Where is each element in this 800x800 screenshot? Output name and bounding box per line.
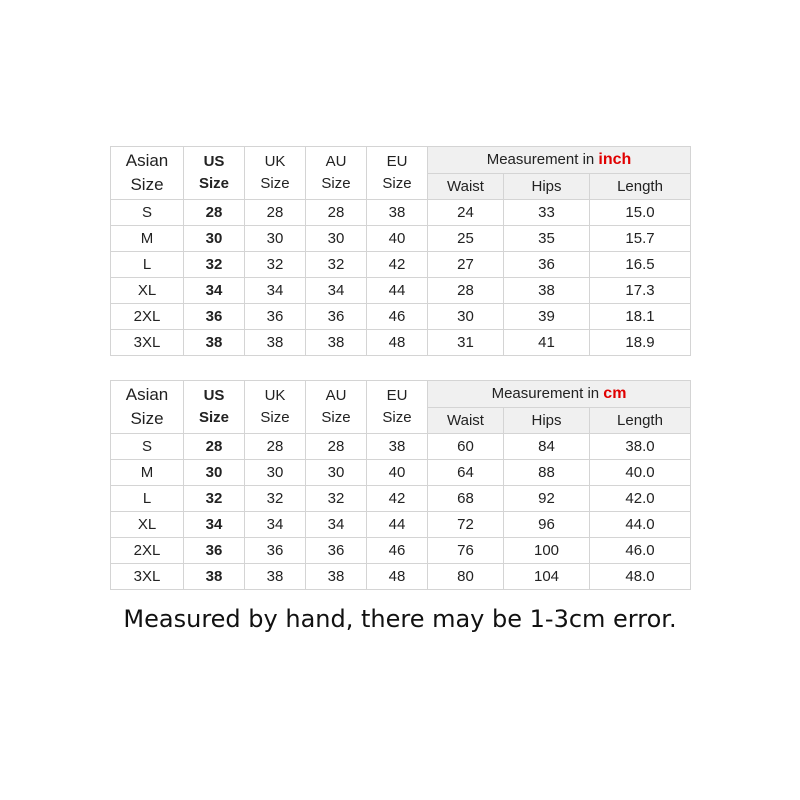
cell-eu-size: 44 — [367, 278, 428, 304]
cell-length: 15.0 — [590, 200, 691, 226]
cell-au-size: 36 — [306, 538, 367, 564]
cell-us-size: 34 — [184, 278, 245, 304]
cell-waist: 72 — [428, 512, 504, 538]
cell-us-size: 38 — [184, 330, 245, 356]
cell-waist: 80 — [428, 564, 504, 590]
cell-asian-size: M — [111, 226, 184, 252]
header-uk-size: UK Size — [245, 147, 306, 200]
cell-asian-size: XL — [111, 278, 184, 304]
cell-eu-size: 44 — [367, 512, 428, 538]
cell-asian-size: S — [111, 200, 184, 226]
cell-uk-size: 32 — [245, 486, 306, 512]
cell-length: 40.0 — [590, 460, 691, 486]
cell-uk-size: 28 — [245, 434, 306, 460]
cell-waist: 24 — [428, 200, 504, 226]
cell-au-size: 36 — [306, 304, 367, 330]
cell-au-size: 38 — [306, 330, 367, 356]
cell-uk-size: 34 — [245, 278, 306, 304]
cell-length: 16.5 — [590, 252, 691, 278]
cell-us-size: 38 — [184, 564, 245, 590]
cell-waist: 64 — [428, 460, 504, 486]
cell-hips: 88 — [504, 460, 590, 486]
cell-us-size: 32 — [184, 252, 245, 278]
table-row — [111, 252, 691, 278]
table-row — [111, 330, 691, 356]
table-row — [111, 486, 691, 512]
cell-uk-size: 32 — [245, 252, 306, 278]
table-row — [111, 226, 691, 252]
cell-hips: 39 — [504, 304, 590, 330]
cell-eu-size: 40 — [367, 460, 428, 486]
measurement-note: Measured by hand, there may be 1-3cm error. — [123, 605, 677, 633]
header-asian-size: Asian Size — [111, 147, 184, 200]
measurement-label: Measurement in — [486, 151, 599, 168]
cell-length: 48.0 — [590, 564, 691, 590]
cell-uk-size: 34 — [245, 512, 306, 538]
cell-uk-size: 36 — [245, 304, 306, 330]
cell-asian-size: XL — [111, 512, 184, 538]
cell-eu-size: 46 — [367, 538, 428, 564]
cell-length: 15.7 — [590, 226, 691, 252]
cell-uk-size: 38 — [245, 330, 306, 356]
cell-us-size: 36 — [184, 304, 245, 330]
cell-hips: 84 — [504, 434, 590, 460]
cell-au-size: 30 — [306, 226, 367, 252]
cell-hips: 104 — [504, 564, 590, 590]
cell-eu-size: 48 — [367, 564, 428, 590]
cell-asian-size: 3XL — [111, 330, 184, 356]
header-au-size: AU Size — [306, 381, 367, 434]
header-length: Length — [590, 408, 691, 434]
cell-us-size: 28 — [184, 200, 245, 226]
table-body-inch — [111, 200, 691, 356]
header-uk-size: UK Size — [245, 381, 306, 434]
cell-uk-size: 30 — [245, 226, 306, 252]
cell-hips: 35 — [504, 226, 590, 252]
header-hips: Hips — [504, 408, 590, 434]
cell-asian-size: S — [111, 434, 184, 460]
cell-asian-size: M — [111, 460, 184, 486]
cell-asian-size: 2XL — [111, 538, 184, 564]
cell-waist: 31 — [428, 330, 504, 356]
header-asian-size: Asian Size — [111, 381, 184, 434]
cell-hips: 33 — [504, 200, 590, 226]
cell-length: 44.0 — [590, 512, 691, 538]
cell-eu-size: 40 — [367, 226, 428, 252]
header-hips: Hips — [504, 174, 590, 200]
cell-waist: 25 — [428, 226, 504, 252]
table-row — [111, 278, 691, 304]
cell-waist: 76 — [428, 538, 504, 564]
cell-au-size: 32 — [306, 252, 367, 278]
cell-waist: 60 — [428, 434, 504, 460]
cell-length: 38.0 — [590, 434, 691, 460]
cell-au-size: 34 — [306, 278, 367, 304]
cell-asian-size: 2XL — [111, 304, 184, 330]
cell-eu-size: 42 — [367, 252, 428, 278]
cell-uk-size: 30 — [245, 460, 306, 486]
header-au-size: AU Size — [306, 147, 367, 200]
table-body-cm — [111, 434, 691, 590]
cell-length: 46.0 — [590, 538, 691, 564]
cell-length: 18.1 — [590, 304, 691, 330]
cell-au-size: 28 — [306, 434, 367, 460]
cell-us-size: 32 — [184, 486, 245, 512]
cell-au-size: 34 — [306, 512, 367, 538]
cell-asian-size: 3XL — [111, 564, 184, 590]
measurement-label: Measurement in — [491, 385, 604, 402]
cell-hips: 96 — [504, 512, 590, 538]
cell-length: 18.9 — [590, 330, 691, 356]
cell-waist: 28 — [428, 278, 504, 304]
cell-eu-size: 38 — [367, 434, 428, 460]
cell-eu-size: 42 — [367, 486, 428, 512]
header-us-size: US Size — [184, 147, 245, 200]
header-eu-size: EU Size — [367, 381, 428, 434]
cell-us-size: 34 — [184, 512, 245, 538]
measurement-unit: cm — [603, 385, 627, 402]
header-measurement — [428, 381, 691, 408]
size-table-inch — [110, 146, 691, 356]
cell-au-size: 32 — [306, 486, 367, 512]
cell-waist: 30 — [428, 304, 504, 330]
cell-us-size: 28 — [184, 434, 245, 460]
header-length: Length — [590, 174, 691, 200]
table-row — [111, 512, 691, 538]
table-row — [111, 538, 691, 564]
header-us-size: US Size — [184, 381, 245, 434]
size-table-cm — [110, 380, 691, 590]
cell-au-size: 30 — [306, 460, 367, 486]
cell-uk-size: 36 — [245, 538, 306, 564]
cell-eu-size: 46 — [367, 304, 428, 330]
cell-eu-size: 48 — [367, 330, 428, 356]
cell-waist: 68 — [428, 486, 504, 512]
header-waist: Waist — [428, 408, 504, 434]
cell-waist: 27 — [428, 252, 504, 278]
cell-length: 42.0 — [590, 486, 691, 512]
cell-au-size: 38 — [306, 564, 367, 590]
cell-hips: 41 — [504, 330, 590, 356]
cell-hips: 92 — [504, 486, 590, 512]
table-row — [111, 304, 691, 330]
table-row — [111, 460, 691, 486]
cell-length: 17.3 — [590, 278, 691, 304]
table-row — [111, 200, 691, 226]
cell-au-size: 28 — [306, 200, 367, 226]
cell-hips: 38 — [504, 278, 590, 304]
table-row — [111, 564, 691, 590]
cell-asian-size: L — [111, 486, 184, 512]
header-waist: Waist — [428, 174, 504, 200]
measurement-unit: inch — [598, 151, 632, 168]
cell-us-size: 30 — [184, 226, 245, 252]
cell-us-size: 30 — [184, 460, 245, 486]
cell-hips: 100 — [504, 538, 590, 564]
cell-uk-size: 28 — [245, 200, 306, 226]
cell-hips: 36 — [504, 252, 590, 278]
table-row — [111, 434, 691, 460]
cell-eu-size: 38 — [367, 200, 428, 226]
cell-uk-size: 38 — [245, 564, 306, 590]
header-measurement — [428, 147, 691, 174]
cell-asian-size: L — [111, 252, 184, 278]
cell-us-size: 36 — [184, 538, 245, 564]
header-eu-size: EU Size — [367, 147, 428, 200]
